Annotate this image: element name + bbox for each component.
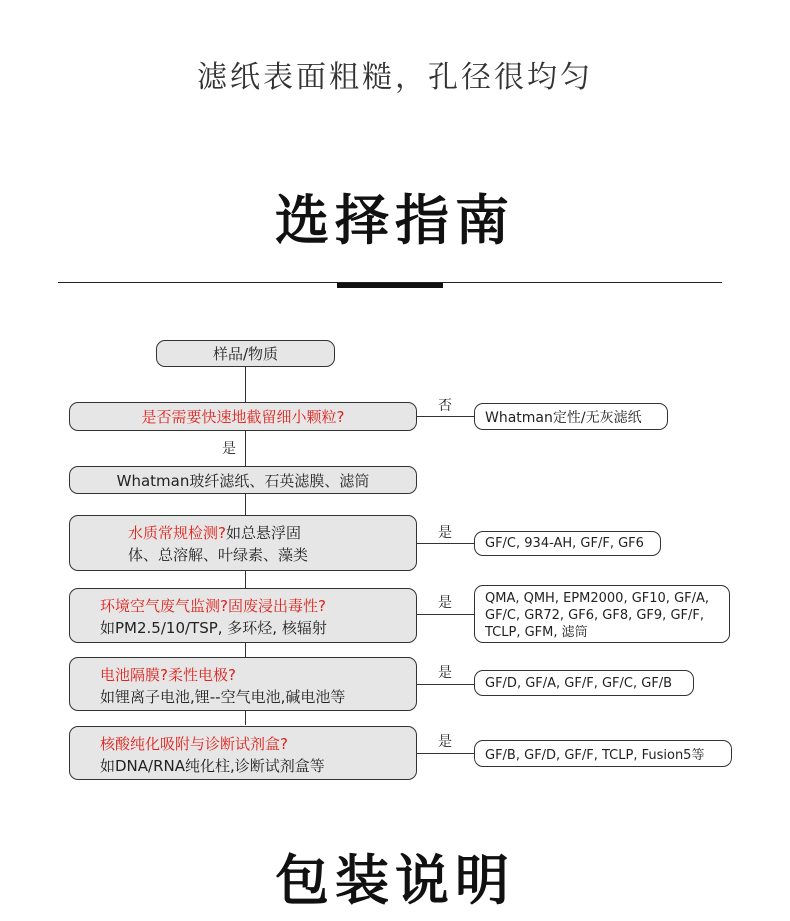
question-water-text: 水质常规检测? [128,524,226,542]
result-air-line-1: QMA, QMH, EPM2000, GF10, GF/A, [485,591,710,606]
question-fast-retention-text: 是否需要快速地截留细小颗粒? [141,408,345,426]
question-nucleic-acid-examples: 如DNA/RNA纯化柱,诊断试剂盒等 [100,757,325,775]
result-air-line-2: GF/C, GR72, GF6, GF8, GF9, GF/F, [485,608,704,623]
result-nucleic-acid-text: GF/B, GF/D, GF/F, TCLP, Fusion5等 [485,748,705,763]
glass-fiber-box [69,466,417,494]
glass-fiber-text: Whatman玻纤滤纸、石英滤膜、滤筒 [116,471,370,490]
yes-label: 是 [438,595,452,611]
yes-label: 是 [438,525,452,541]
result-qualitative-paper-text: Whatman定性/无灰滤纸 [485,409,642,426]
question-air [69,588,417,643]
result-air-line-3: TCLP, GFM, 滤筒 [485,625,588,640]
result-battery [474,670,694,696]
result-water [474,531,661,556]
question-nucleic-acid [69,726,417,780]
question-battery-examples: 如锂离子电池,锂--空气电池,碱电池等 [100,688,346,706]
question-air-text: 环境空气废气监测?固废浸出毒性? [100,597,326,615]
row3-connector [416,684,474,685]
question-water [69,515,417,571]
question-battery-text: 电池隔膜?柔性电极? [100,666,236,684]
guide-title: 选择指南 [275,189,515,252]
question-fast-retention [69,402,417,431]
start-node [156,340,335,367]
question-air-examples: 如PM2.5/10/TSP, 多环烃, 核辐射 [100,619,327,637]
result-qualitative-paper [474,403,668,430]
question-nucleic-acid-text: 核酸纯化吸附与诊断试剂盒? [100,735,288,753]
subtitle: 滤纸表面粗糙，孔径很均匀 [197,60,593,95]
yes-label: 是 [438,734,452,750]
q1-no-connector [416,416,474,417]
yes-label: 是 [222,441,236,457]
pack-title: 包装说明 [275,849,515,912]
result-water-text: GF/C, 934-AH, GF/F, GF6 [485,536,644,551]
result-nucleic-acid [474,740,732,767]
row4-connector [416,753,474,754]
result-air [474,585,730,643]
no-label: 否 [438,398,452,414]
result-battery-text: GF/D, GF/A, GF/F, GF/C, GF/B [485,675,673,691]
question-water-suffix: 如总悬浮固 [225,524,301,542]
question-water-examples: 体、总溶解、叶绿素、藻类 [128,546,309,564]
start-label: 样品/物质 [212,345,279,363]
yes-label: 是 [438,665,452,681]
row1-connector [416,543,474,544]
question-battery [69,657,417,711]
row2-connector [416,614,474,615]
divider-accent [337,283,443,288]
